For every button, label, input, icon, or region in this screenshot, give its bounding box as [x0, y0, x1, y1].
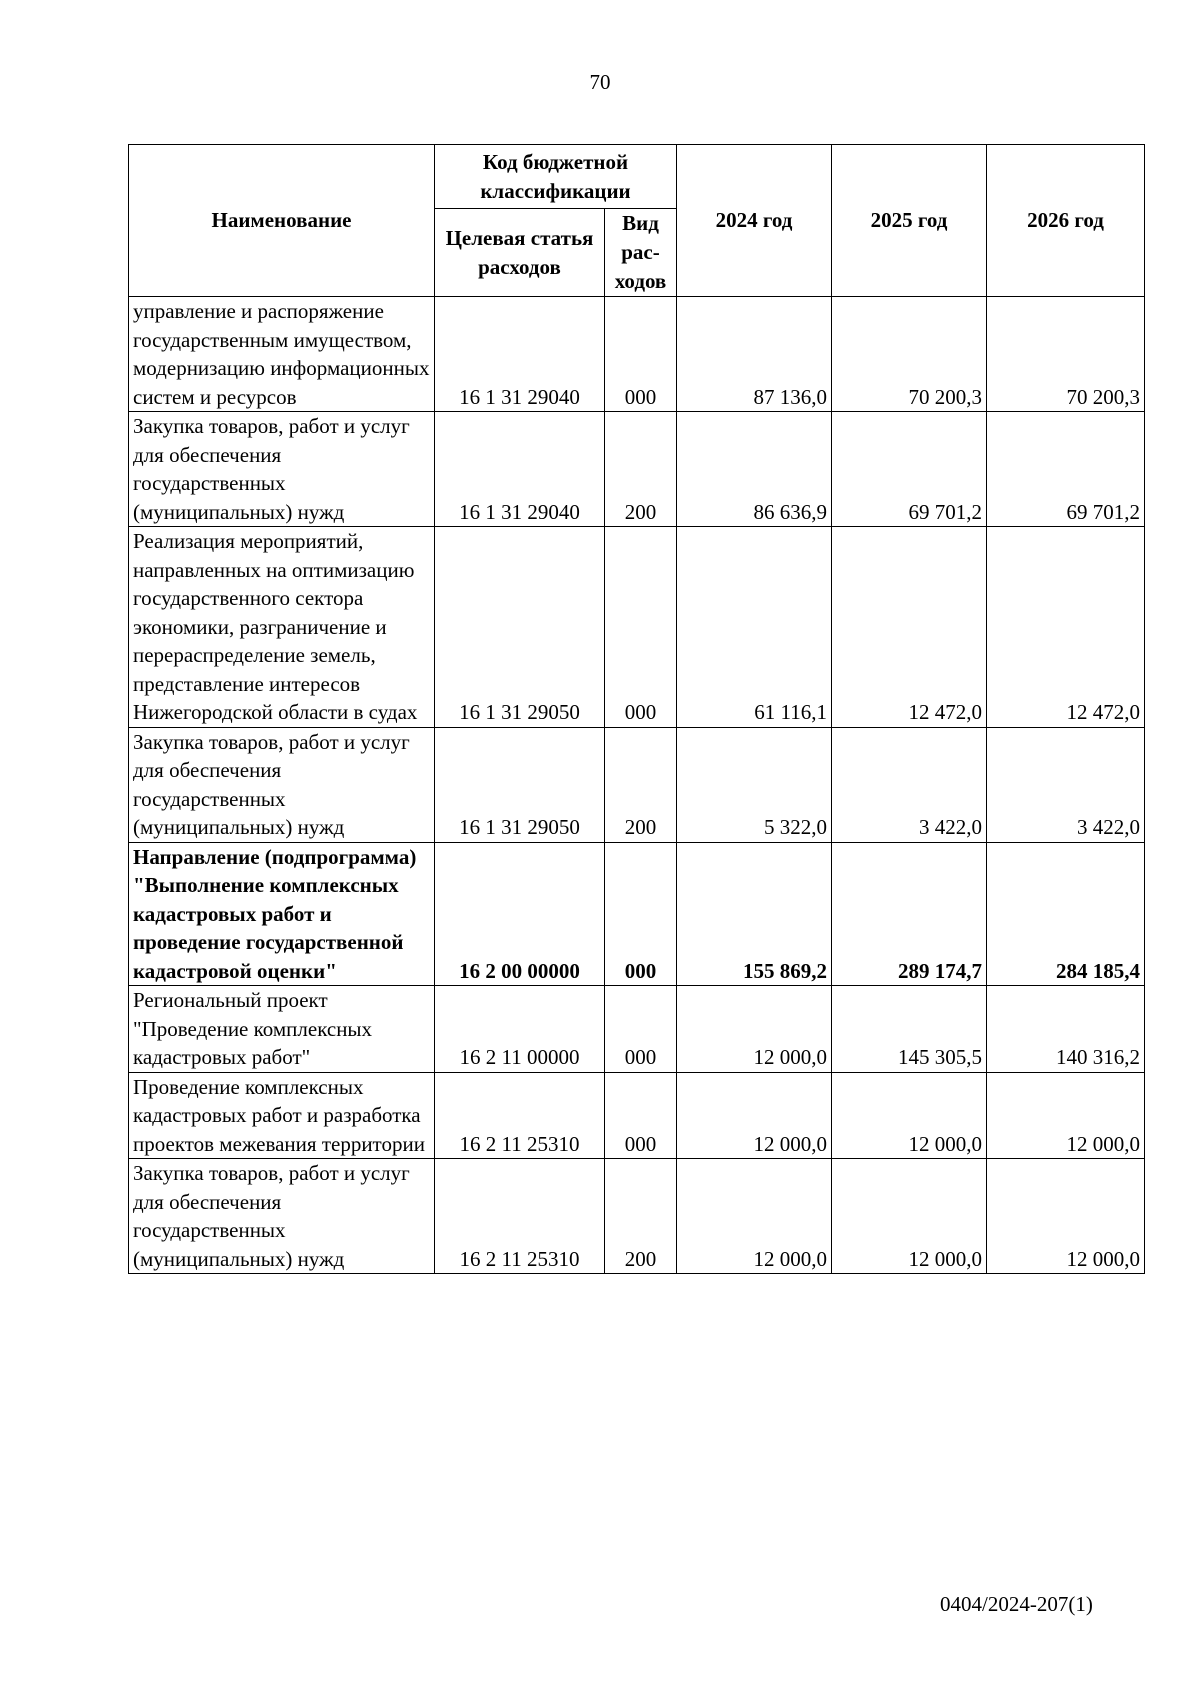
row-target-code: 16 2 11 00000 [435, 986, 605, 1073]
table-row [129, 1072, 1145, 1159]
row-value-2025: 12 000,0 [832, 1072, 987, 1159]
row-expense-kind: 000 [605, 1072, 677, 1159]
row-target-code: 16 2 11 25310 [435, 1072, 605, 1159]
row-value-2024: 12 000,0 [677, 1159, 832, 1274]
row-name: Закупка товаров, работ и услуг для обеспечения государственных (муниципальных) нужд [129, 727, 435, 842]
row-expense-kind: 000 [605, 986, 677, 1073]
document-code: 0404/2024-207(1) [940, 1592, 1093, 1616]
row-name: Региональный проект "Проведение комплексных кадастровых работ" [129, 986, 435, 1073]
header-code-group: Код бюджетной классификации [435, 145, 677, 209]
row-value-2026: 12 472,0 [987, 527, 1145, 728]
table-body [129, 297, 1145, 1274]
row-value-2024: 87 136,0 [677, 297, 832, 412]
table-row [129, 1159, 1145, 1274]
row-value-2025: 3 422,0 [832, 727, 987, 842]
row-target-code: 16 2 11 25310 [435, 1159, 605, 1274]
row-value-2026: 140 316,2 [987, 986, 1145, 1073]
header-year-2025: 2025 год [832, 145, 987, 297]
row-value-2024: 86 636,9 [677, 412, 832, 527]
row-value-2026: 3 422,0 [987, 727, 1145, 842]
header-year-2024: 2024 год [677, 145, 832, 297]
table-row [129, 727, 1145, 842]
page-number: 70 [589, 70, 611, 94]
row-name: Закупка товаров, работ и услуг для обеспечения государственных (муниципальных) нужд [129, 412, 435, 527]
row-name: управление и распоряжение государственным имуществом, модернизацию информационных систем и ресурсов [129, 297, 435, 412]
row-value-2024: 12 000,0 [677, 1072, 832, 1159]
table-row [129, 986, 1145, 1073]
row-value-2024: 61 116,1 [677, 527, 832, 728]
row-expense-kind: 000 [605, 527, 677, 728]
row-name: Реализация мероприятий, направленных на оптимизацию государственного сектора экономики, разграничение и перераспределение земель, представление интересов Нижегородской области в судах [129, 527, 435, 728]
row-value-2026: 69 701,2 [987, 412, 1145, 527]
row-value-2026: 70 200,3 [987, 297, 1145, 412]
row-value-2025: 12 000,0 [832, 1159, 987, 1274]
budget-table [128, 144, 1145, 1274]
table-row [129, 297, 1145, 412]
row-value-2024: 155 869,2 [677, 842, 832, 986]
header-expense-kind: Вид рас-ходов [605, 209, 677, 297]
row-target-code: 16 1 31 29040 [435, 412, 605, 527]
row-value-2025: 289 174,7 [832, 842, 987, 986]
header-year-2026: 2026 год [987, 145, 1145, 297]
row-target-code: 16 1 31 29050 [435, 727, 605, 842]
row-value-2024: 5 322,0 [677, 727, 832, 842]
table-row [129, 527, 1145, 728]
row-value-2025: 12 472,0 [832, 527, 987, 728]
row-value-2025: 70 200,3 [832, 297, 987, 412]
row-target-code: 16 2 00 00000 [435, 842, 605, 986]
table-row [129, 412, 1145, 527]
row-expense-kind: 200 [605, 412, 677, 527]
row-target-code: 16 1 31 29040 [435, 297, 605, 412]
row-target-code: 16 1 31 29050 [435, 527, 605, 728]
row-value-2025: 69 701,2 [832, 412, 987, 527]
row-expense-kind: 200 [605, 727, 677, 842]
row-name: Закупка товаров, работ и услуг для обеспечения государственных (муниципальных) нужд [129, 1159, 435, 1274]
row-value-2025: 145 305,5 [832, 986, 987, 1073]
row-value-2026: 12 000,0 [987, 1159, 1145, 1274]
row-value-2026: 12 000,0 [987, 1072, 1145, 1159]
table-row [129, 842, 1145, 986]
row-value-2024: 12 000,0 [677, 986, 832, 1073]
row-name: Направление (подпрограмма) "Выполнение комплексных кадастровых работ и проведение государственной кадастровой оценки" [129, 842, 435, 986]
row-expense-kind: 000 [605, 842, 677, 986]
row-name: Проведение комплексных кадастровых работ и разработка проектов межевания территории [129, 1072, 435, 1159]
header-target-article: Целевая статья расходов [435, 209, 605, 297]
row-expense-kind: 200 [605, 1159, 677, 1274]
row-expense-kind: 000 [605, 297, 677, 412]
row-value-2026: 284 185,4 [987, 842, 1145, 986]
header-name: Наименование [129, 145, 435, 297]
